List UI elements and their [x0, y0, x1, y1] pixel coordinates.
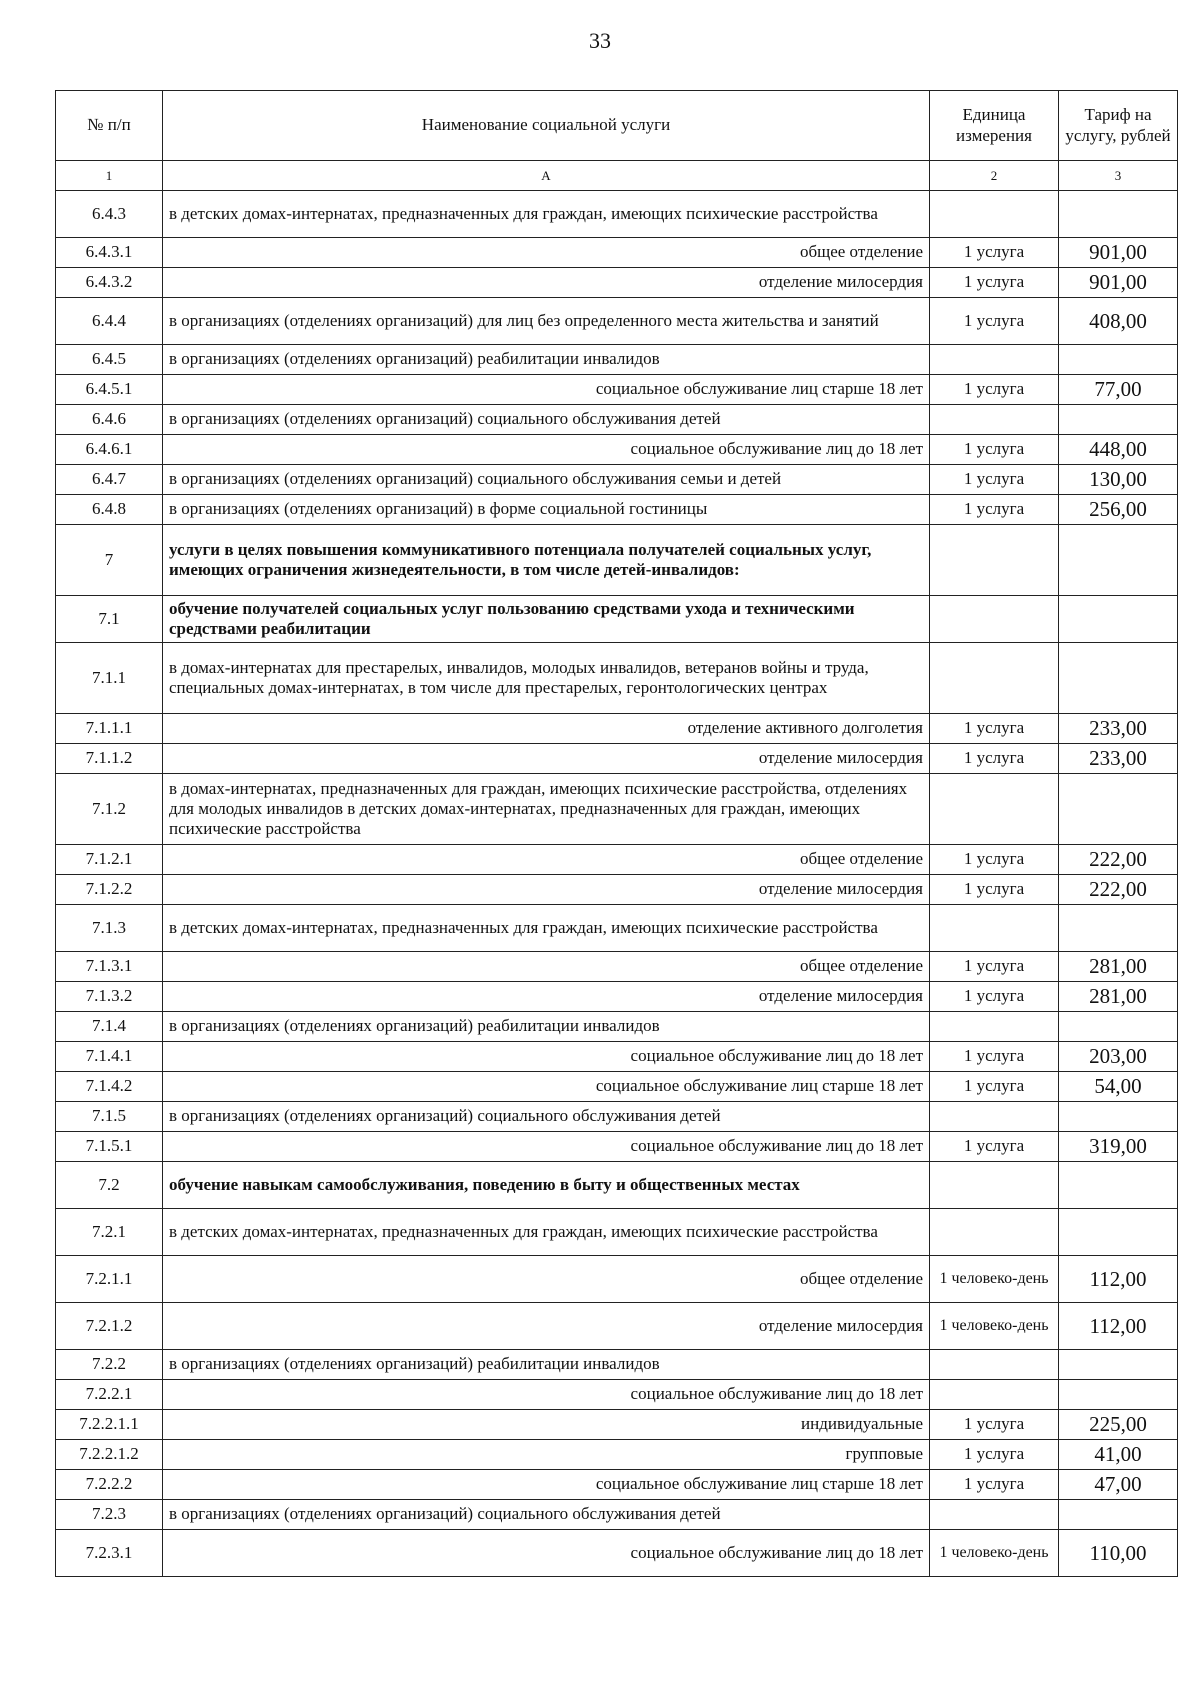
- service-name: в домах-интернатах, предназначенных для граждан, имеющих психические расстройства, отделениях для молодых инвалидов в детских домах-интернатах, предназначенных для граждан, имеющих психические расстройства: [163, 774, 930, 845]
- service-name: в детских домах-интернатах, предназначенных для граждан, имеющих психические расстройства: [163, 1209, 930, 1256]
- table-row: [56, 744, 1178, 774]
- table-row: [56, 1042, 1178, 1072]
- row-number: 7.1: [56, 596, 163, 643]
- table-row: [56, 495, 1178, 525]
- row-number: 7.2.2.1.1: [56, 1410, 163, 1440]
- unit-of-measure: 1 услуга: [930, 1132, 1059, 1162]
- table-row: [56, 714, 1178, 744]
- header-num: № п/п: [56, 91, 163, 161]
- tariff-price: [1059, 525, 1178, 596]
- table-row: [56, 268, 1178, 298]
- service-name: социальное обслуживание лиц старше 18 лет: [163, 1470, 930, 1500]
- tariff-price: 110,00: [1059, 1530, 1178, 1577]
- table-row: [56, 1440, 1178, 1470]
- table-row: [56, 191, 1178, 238]
- row-number: 7.1.3.2: [56, 982, 163, 1012]
- table-row: [56, 1209, 1178, 1256]
- row-number: 7.1.4.1: [56, 1042, 163, 1072]
- service-name: в организациях (отделениях организаций) реабилитации инвалидов: [163, 345, 930, 375]
- tariff-price: 47,00: [1059, 1470, 1178, 1500]
- service-name: общее отделение: [163, 845, 930, 875]
- service-name: услуги в целях повышения коммуникативного потенциала получателей социальных услуг, имеющих ограничения жизнедеятельности, в том числе детей-инвалидов:: [163, 525, 930, 596]
- unit-of-measure: [930, 774, 1059, 845]
- row-number: 7.1.5: [56, 1102, 163, 1132]
- tariff-price: 448,00: [1059, 435, 1178, 465]
- tariff-price: 222,00: [1059, 875, 1178, 905]
- unit-of-measure: 1 услуга: [930, 298, 1059, 345]
- tariff-price: 233,00: [1059, 744, 1178, 774]
- tariff-price: [1059, 1500, 1178, 1530]
- table-row: [56, 596, 1178, 643]
- row-number: 6.4.7: [56, 465, 163, 495]
- unit-of-measure: [930, 1500, 1059, 1530]
- table-header-row: [56, 91, 1178, 161]
- table-row: [56, 1530, 1178, 1577]
- tariff-table: [55, 90, 1178, 1577]
- table-row: [56, 1303, 1178, 1350]
- row-number: 7.1.2.2: [56, 875, 163, 905]
- service-name: отделение милосердия: [163, 744, 930, 774]
- unit-of-measure: [930, 1380, 1059, 1410]
- service-name: в детских домах-интернатах, предназначенных для граждан, имеющих психические расстройства: [163, 905, 930, 952]
- column-index-price: 3: [1059, 161, 1178, 191]
- unit-of-measure: 1 услуга: [930, 1042, 1059, 1072]
- table-row: [56, 643, 1178, 714]
- row-number: 6.4.6: [56, 405, 163, 435]
- row-number: 6.4.3: [56, 191, 163, 238]
- service-name: отделение милосердия: [163, 982, 930, 1012]
- page-number: 33: [589, 28, 611, 53]
- tariff-price: 77,00: [1059, 375, 1178, 405]
- row-number: 7.1.5.1: [56, 1132, 163, 1162]
- tariff-price: 408,00: [1059, 298, 1178, 345]
- tariff-price: [1059, 774, 1178, 845]
- service-name: в детских домах-интернатах, предназначенных для граждан, имеющих психические расстройства: [163, 191, 930, 238]
- table-row: [56, 405, 1178, 435]
- tariff-price: 112,00: [1059, 1303, 1178, 1350]
- table-row: [56, 905, 1178, 952]
- row-number: 7.2.2.2: [56, 1470, 163, 1500]
- row-number: 7.2.3.1: [56, 1530, 163, 1577]
- table-row: [56, 1132, 1178, 1162]
- unit-of-measure: 1 человеко-день: [930, 1530, 1059, 1577]
- row-number: 6.4.6.1: [56, 435, 163, 465]
- service-name: обучение навыкам самообслуживания, поведению в быту и общественных местах: [163, 1162, 930, 1209]
- tariff-price: 203,00: [1059, 1042, 1178, 1072]
- row-number: 6.4.5: [56, 345, 163, 375]
- table-row: [56, 1162, 1178, 1209]
- service-name: отделение милосердия: [163, 875, 930, 905]
- table-row: [56, 525, 1178, 596]
- tariff-price: 901,00: [1059, 238, 1178, 268]
- service-name: в организациях (отделениях организаций) социального обслуживания детей: [163, 405, 930, 435]
- unit-of-measure: 1 услуга: [930, 495, 1059, 525]
- unit-of-measure: [930, 525, 1059, 596]
- row-number: 7.2.2.1: [56, 1380, 163, 1410]
- service-name: общее отделение: [163, 952, 930, 982]
- unit-of-measure: 1 услуга: [930, 1410, 1059, 1440]
- tariff-price: [1059, 1209, 1178, 1256]
- service-name: обучение получателей социальных услуг пользованию средствами ухода и техническими средствами реабилитации: [163, 596, 930, 643]
- row-number: 7.1.1.1: [56, 714, 163, 744]
- table-row: [56, 345, 1178, 375]
- column-index-num: 1: [56, 161, 163, 191]
- tariff-price: 222,00: [1059, 845, 1178, 875]
- row-number: 7.2.2.1.2: [56, 1440, 163, 1470]
- table-row: [56, 1102, 1178, 1132]
- unit-of-measure: [930, 191, 1059, 238]
- tariff-price: 281,00: [1059, 952, 1178, 982]
- unit-of-measure: [930, 405, 1059, 435]
- tariff-price: 54,00: [1059, 1072, 1178, 1102]
- tariff-price: [1059, 596, 1178, 643]
- table-body: [56, 191, 1178, 1577]
- unit-of-measure: 1 услуга: [930, 465, 1059, 495]
- unit-of-measure: 1 услуга: [930, 845, 1059, 875]
- row-number: 7.1.3.1: [56, 952, 163, 982]
- tariff-price: 256,00: [1059, 495, 1178, 525]
- service-name: групповые: [163, 1440, 930, 1470]
- service-name: в организациях (отделениях организаций) реабилитации инвалидов: [163, 1012, 930, 1042]
- table-row: [56, 774, 1178, 845]
- service-name: общее отделение: [163, 1256, 930, 1303]
- unit-of-measure: 1 услуга: [930, 744, 1059, 774]
- header-unit: Единица измерения: [930, 91, 1059, 161]
- unit-of-measure: 1 услуга: [930, 268, 1059, 298]
- table-row: [56, 1500, 1178, 1530]
- table-row: [56, 435, 1178, 465]
- row-number: 6.4.4: [56, 298, 163, 345]
- unit-of-measure: 1 услуга: [930, 952, 1059, 982]
- unit-of-measure: 1 услуга: [930, 375, 1059, 405]
- unit-of-measure: 1 услуга: [930, 714, 1059, 744]
- column-index-row: [56, 161, 1178, 191]
- service-name: в организациях (отделениях организаций) социального обслуживания семьи и детей: [163, 465, 930, 495]
- service-name: в домах-интернатах для престарелых, инвалидов, молодых инвалидов, ветеранов войны и труда, специальных домах-интернатах, в том числе для престарелых, геронтологических центрах: [163, 643, 930, 714]
- service-name: в организациях (отделениях организаций) в форме социальной гостиницы: [163, 495, 930, 525]
- unit-of-measure: [930, 1209, 1059, 1256]
- table-row: [56, 952, 1178, 982]
- service-name: социальное обслуживание лиц старше 18 лет: [163, 1072, 930, 1102]
- service-name: индивидуальные: [163, 1410, 930, 1440]
- column-index-name: А: [163, 161, 930, 191]
- tariff-price: 225,00: [1059, 1410, 1178, 1440]
- service-name: отделение милосердия: [163, 1303, 930, 1350]
- table-row: [56, 298, 1178, 345]
- tariff-price: [1059, 1350, 1178, 1380]
- unit-of-measure: 1 услуга: [930, 1470, 1059, 1500]
- row-number: 7.2.2: [56, 1350, 163, 1380]
- table-row: [56, 375, 1178, 405]
- service-name: социальное обслуживание лиц до 18 лет: [163, 1132, 930, 1162]
- tariff-price: 112,00: [1059, 1256, 1178, 1303]
- row-number: 6.4.8: [56, 495, 163, 525]
- row-number: 7.1.2.1: [56, 845, 163, 875]
- unit-of-measure: 1 услуга: [930, 1072, 1059, 1102]
- unit-of-measure: 1 услуга: [930, 982, 1059, 1012]
- tariff-price: [1059, 1380, 1178, 1410]
- unit-of-measure: 1 услуга: [930, 435, 1059, 465]
- tariff-price: [1059, 345, 1178, 375]
- row-number: 7.2: [56, 1162, 163, 1209]
- tariff-price: 233,00: [1059, 714, 1178, 744]
- tariff-price: [1059, 1162, 1178, 1209]
- row-number: 7.1.1.2: [56, 744, 163, 774]
- unit-of-measure: [930, 345, 1059, 375]
- table-row: [56, 845, 1178, 875]
- unit-of-measure: [930, 1012, 1059, 1042]
- row-number: 7.2.3: [56, 1500, 163, 1530]
- table-row: [56, 875, 1178, 905]
- table-row: [56, 1350, 1178, 1380]
- unit-of-measure: [930, 1350, 1059, 1380]
- service-name: социальное обслуживание лиц до 18 лет: [163, 1530, 930, 1577]
- tariff-price: [1059, 405, 1178, 435]
- unit-of-measure: [930, 1102, 1059, 1132]
- unit-of-measure: [930, 905, 1059, 952]
- unit-of-measure: [930, 596, 1059, 643]
- tariff-price: [1059, 1012, 1178, 1042]
- row-number: 7.1.1: [56, 643, 163, 714]
- table-row: [56, 465, 1178, 495]
- unit-of-measure: 1 человеко-день: [930, 1256, 1059, 1303]
- tariff-price: [1059, 643, 1178, 714]
- row-number: 7.1.2: [56, 774, 163, 845]
- service-name: социальное обслуживание лиц старше 18 лет: [163, 375, 930, 405]
- service-name: в организациях (отделениях организаций) реабилитации инвалидов: [163, 1350, 930, 1380]
- row-number: 7.2.1.1: [56, 1256, 163, 1303]
- tariff-price: 41,00: [1059, 1440, 1178, 1470]
- row-number: 6.4.5.1: [56, 375, 163, 405]
- tariff-price: [1059, 905, 1178, 952]
- unit-of-measure: 1 услуга: [930, 1440, 1059, 1470]
- row-number: 7.1.4.2: [56, 1072, 163, 1102]
- service-name: общее отделение: [163, 238, 930, 268]
- unit-of-measure: [930, 643, 1059, 714]
- tariff-price: [1059, 1102, 1178, 1132]
- row-number: 6.4.3.2: [56, 268, 163, 298]
- row-number: 7: [56, 525, 163, 596]
- tariff-price: 130,00: [1059, 465, 1178, 495]
- table-row: [56, 1470, 1178, 1500]
- table-row: [56, 982, 1178, 1012]
- row-number: 7.2.1.2: [56, 1303, 163, 1350]
- header-price: Тариф на услугу, рублей: [1059, 91, 1178, 161]
- service-name: отделение милосердия: [163, 268, 930, 298]
- service-name: социальное обслуживание лиц до 18 лет: [163, 435, 930, 465]
- row-number: 7.1.4: [56, 1012, 163, 1042]
- service-name: социальное обслуживание лиц до 18 лет: [163, 1042, 930, 1072]
- unit-of-measure: 1 человеко-день: [930, 1303, 1059, 1350]
- table-row: [56, 1072, 1178, 1102]
- service-name: в организациях (отделениях организаций) социального обслуживания детей: [163, 1102, 930, 1132]
- tariff-price: 901,00: [1059, 268, 1178, 298]
- row-number: 6.4.3.1: [56, 238, 163, 268]
- row-number: 7.1.3: [56, 905, 163, 952]
- table-row: [56, 1012, 1178, 1042]
- header-name: Наименование социальной услуги: [163, 91, 930, 161]
- unit-of-measure: 1 услуга: [930, 875, 1059, 905]
- service-name: в организациях (отделениях организаций) для лиц без определенного места жительства и занятий: [163, 298, 930, 345]
- unit-of-measure: 1 услуга: [930, 238, 1059, 268]
- service-name: в организациях (отделениях организаций) социального обслуживания детей: [163, 1500, 930, 1530]
- unit-of-measure: [930, 1162, 1059, 1209]
- table-row: [56, 1256, 1178, 1303]
- tariff-price: 319,00: [1059, 1132, 1178, 1162]
- table-row: [56, 1380, 1178, 1410]
- service-name: отделение активного долголетия: [163, 714, 930, 744]
- tariff-price: [1059, 191, 1178, 238]
- table-row: [56, 1410, 1178, 1440]
- row-number: 7.2.1: [56, 1209, 163, 1256]
- service-name: социальное обслуживание лиц до 18 лет: [163, 1380, 930, 1410]
- column-index-unit: 2: [930, 161, 1059, 191]
- tariff-price: 281,00: [1059, 982, 1178, 1012]
- table-row: [56, 238, 1178, 268]
